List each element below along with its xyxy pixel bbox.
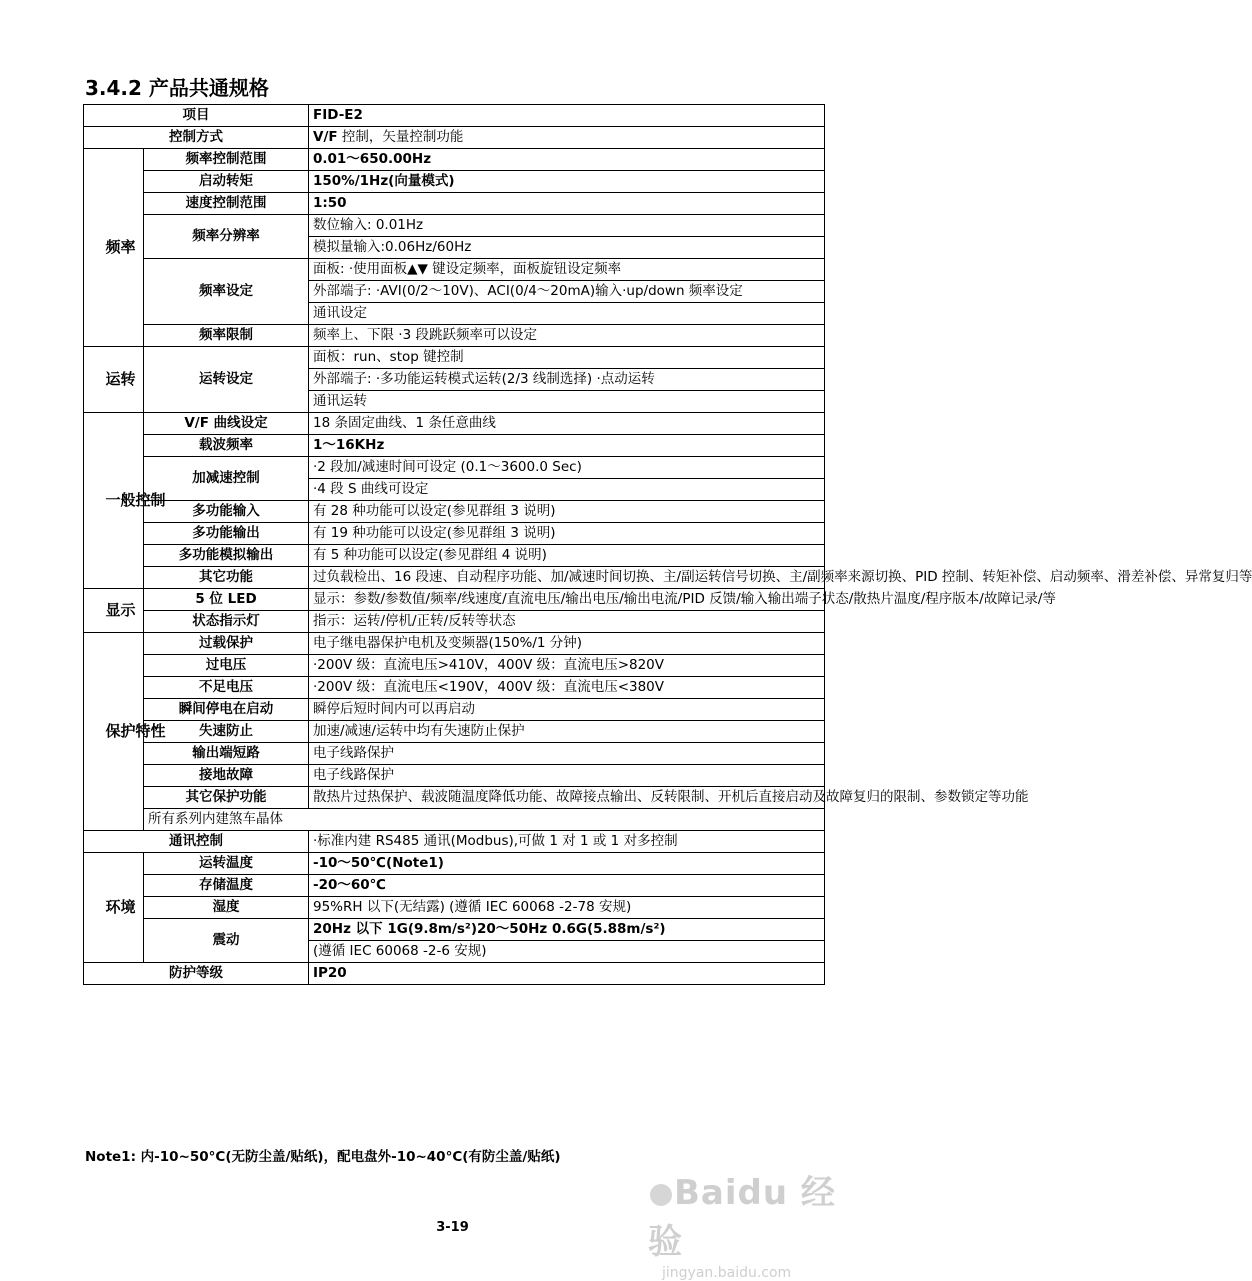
carrier-label: 载波频率: [144, 435, 309, 457]
run-setting-external: 外部端子: ·多功能运转模式运转(2/3 线制选择) ·点动运转: [309, 369, 825, 391]
group-environment: 环境: [84, 853, 144, 963]
freq-limit-value: 频率上、下限 ·3 段跳跃频率可以设定: [309, 325, 825, 347]
table-row: [84, 677, 825, 699]
footnote: Note1: 内-10~50°C(无防尘盖/贴纸)，配电盘外-10~40°C(有防尘盖/贴纸): [85, 1149, 561, 1165]
table-header-row: [84, 105, 825, 127]
table-row: [84, 699, 825, 721]
table-row: [84, 435, 825, 457]
overvoltage-label: 过电压: [144, 655, 309, 677]
table-row: [84, 633, 825, 655]
short-value: 电子线路保护: [309, 743, 825, 765]
led-value: 显示：参数/参数值/频率/线速度/直流电压/输出电压/输出电流/PID 反馈/输入输出端子状态/散热片温度/程序版本/故障记录/等: [309, 589, 825, 611]
table-row: [84, 655, 825, 677]
restart-value: 瞬停后短时间内可以再启动: [309, 699, 825, 721]
baidu-logo: Baidu 经验: [648, 1173, 836, 1262]
watermark: [648, 1165, 858, 1281]
protection-class-value: IP20: [309, 963, 825, 985]
op-temp-value: -10～50℃(Note1): [309, 853, 825, 875]
multi-analog-label: 多功能模拟输出: [144, 545, 309, 567]
brake-note: 所有系列内建煞车晶体: [144, 809, 825, 831]
status-lamp-value: 指示：运转/停机/正转/反转等状态: [309, 611, 825, 633]
multi-analog-value: 有 5 种功能可以设定(参见群组 4 说明): [309, 545, 825, 567]
ground-label: 接地故障: [144, 765, 309, 787]
group-general-control: 一般控制: [84, 413, 144, 589]
storage-temp-value: -20～60℃: [309, 875, 825, 897]
table-row: [84, 919, 825, 941]
ground-value: 电子线路保护: [309, 765, 825, 787]
accel-label: 加减速控制: [144, 457, 309, 501]
multi-in-value: 有 28 种功能可以设定(参见群组 3 说明): [309, 501, 825, 523]
overload-value: 电子继电器保护电机及变频器(150%/1 分钟): [309, 633, 825, 655]
other-protect-value: 散热片过热保护、载波随温度降低功能、故障接点输出、反转限制、开机后直接启动及故障复归的限制、参数锁定等功能: [309, 787, 825, 809]
table-row: [84, 347, 825, 369]
header-value: FID-E2: [309, 105, 825, 127]
undervoltage-value: ·200V 级：直流电压<190V，400V 级：直流电压<380V: [309, 677, 825, 699]
control-mode-label: 控制方式: [84, 127, 309, 149]
run-setting-comm: 通讯运转: [309, 391, 825, 413]
freq-setting-external: 外部端子: ·AVI(0/2～10V)、ACI(0/4～20mA)输入·up/down 频率设定: [309, 281, 825, 303]
vibration-line2: (遵循 IEC 60068 -2-6 安规): [309, 941, 825, 963]
table-row: [84, 523, 825, 545]
table-row: [84, 215, 825, 237]
table-row: [84, 259, 825, 281]
multi-out-label: 多功能输出: [144, 523, 309, 545]
run-setting-panel: 面板：run、stop 键控制: [309, 347, 825, 369]
freq-range-value: 0.01～650.00Hz: [309, 149, 825, 171]
restart-label: 瞬间停电在启动: [144, 699, 309, 721]
freq-limit-label: 频率限制: [144, 325, 309, 347]
header-label: 项目: [84, 105, 309, 127]
spec-table: [83, 104, 1252, 985]
speed-range-label: 速度控制范围: [144, 193, 309, 215]
group-display: 显示: [84, 589, 144, 633]
table-row: [84, 501, 825, 523]
vibration-label: 震动: [144, 919, 309, 963]
paw-icon: [650, 1184, 672, 1206]
other-func-value: 过负载检出、16 段速、自动程序功能、加/减速时间切换、主/副运转信号切换、主/副频率来源切换、PID 控制、转矩补偿、启动频率、滑差补偿、异常复归等: [309, 567, 825, 589]
freq-setting-comm: 通讯设定: [309, 303, 825, 325]
group-run: 运转: [84, 347, 144, 413]
speed-range-value: 1:50: [309, 193, 825, 215]
start-torque-value: 150%/1Hz(向量模式): [309, 171, 825, 193]
humidity-value: 95%RH 以下(无结露) (遵循 IEC 60068 -2-78 安规): [309, 897, 825, 919]
other-func-label: 其它功能: [144, 567, 309, 589]
freq-resolution-analog: 模拟量输入:0.06Hz/60Hz: [309, 237, 825, 259]
control-mode-value: V/F 控制，矢量控制功能: [309, 127, 825, 149]
op-temp-label: 运转温度: [144, 853, 309, 875]
table-row: [84, 721, 825, 743]
led-label: 5 位 LED: [144, 589, 309, 611]
table-row: [84, 875, 825, 897]
table-row: [84, 831, 825, 853]
group-protection: 保护特性: [84, 633, 144, 831]
page-number: 3-19: [436, 1220, 469, 1235]
table-row: [84, 567, 825, 589]
vibration-line1: 20Hz 以下 1G(9.8m/s²)20～50Hz 0.6G(5.88m/s²): [309, 919, 825, 941]
start-torque-label: 启动转矩: [144, 171, 309, 193]
freq-setting-label: 频率设定: [144, 259, 309, 325]
multi-in-label: 多功能输入: [144, 501, 309, 523]
comm-control-value: ·标准内建 RS485 通讯(Modbus),可做 1 对 1 或 1 对多控制: [309, 831, 825, 853]
freq-setting-panel: 面板: ·使用面板▲▼ 键设定频率，面板旋钮设定频率: [309, 259, 825, 281]
vf-curve-label: V/F 曲线设定: [144, 413, 309, 435]
table-row: [84, 127, 825, 149]
carrier-value: 1～16KHz: [309, 435, 825, 457]
short-label: 输出端短路: [144, 743, 309, 765]
comm-control-label: 通讯控制: [84, 831, 309, 853]
table-row: [84, 897, 825, 919]
table-row: [84, 149, 825, 171]
table-row: [84, 457, 825, 479]
freq-resolution-label: 频率分辨率: [144, 215, 309, 259]
status-lamp-label: 状态指示灯: [144, 611, 309, 633]
watermark-url: jingyan.baidu.com: [662, 1265, 792, 1281]
multi-out-value: 有 19 种功能可以设定(参见群组 3 说明): [309, 523, 825, 545]
storage-temp-label: 存储温度: [144, 875, 309, 897]
accel-line1: ·2 段加/减速时间可设定 (0.1～3600.0 Sec): [309, 457, 825, 479]
group-frequency: 频率: [84, 149, 144, 347]
table-row: [84, 765, 825, 787]
humidity-label: 湿度: [144, 897, 309, 919]
table-row: [84, 743, 825, 765]
table-row: [84, 853, 825, 875]
table-row: [84, 963, 825, 985]
table-row: [84, 171, 825, 193]
other-protect-label: 其它保护功能: [144, 787, 309, 809]
overvoltage-value: ·200V 级：直流电压>410V，400V 级：直流电压>820V: [309, 655, 825, 677]
freq-resolution-digital: 数位输入: 0.01Hz: [309, 215, 825, 237]
freq-range-label: 频率控制范围: [144, 149, 309, 171]
table-row: [84, 589, 825, 611]
accel-line2: ·4 段 S 曲线可设定: [309, 479, 825, 501]
table-row: [84, 787, 825, 809]
vf-curve-value: 18 条固定曲线、1 条任意曲线: [309, 413, 825, 435]
table-row: [84, 545, 825, 567]
stall-value: 加速/减速/运转中均有失速防止保护: [309, 721, 825, 743]
table-row: [84, 413, 825, 435]
table-row: [84, 809, 825, 831]
table-row: [84, 611, 825, 633]
section-title: 3.4.2 产品共通规格: [85, 76, 269, 100]
overload-label: 过载保护: [144, 633, 309, 655]
undervoltage-label: 不足电压: [144, 677, 309, 699]
stall-label: 失速防止: [144, 721, 309, 743]
protection-class-label: 防护等级: [84, 963, 309, 985]
table-row: [84, 325, 825, 347]
table-row: [84, 193, 825, 215]
run-setting-label: 运转设定: [144, 347, 309, 413]
